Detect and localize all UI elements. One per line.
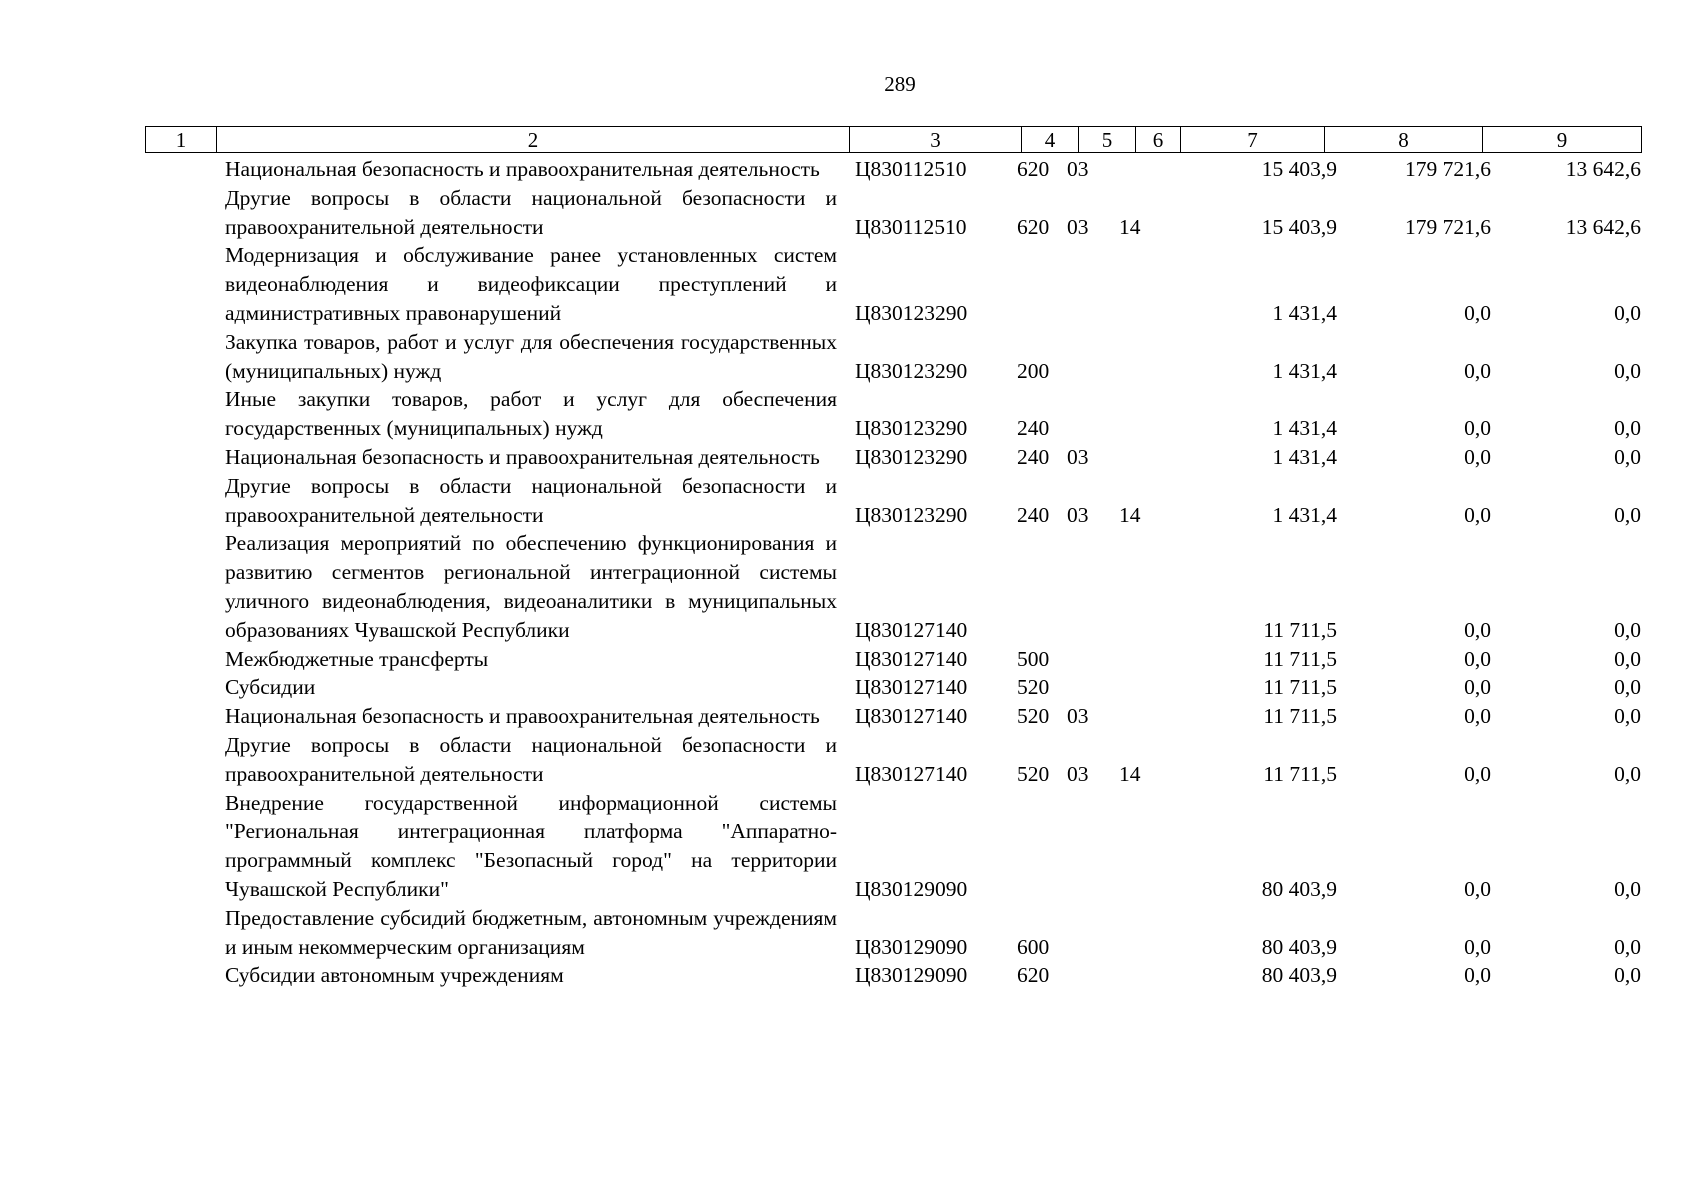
target-code: Ц830123290 — [855, 416, 968, 441]
table-row — [145, 155, 1641, 184]
target-code: Ц830127140 — [855, 704, 968, 729]
table-row — [145, 789, 1641, 904]
target-code: Ц830127140 — [855, 646, 968, 671]
item-name: Другие вопросы в области национальной безопасности и правоохранительной деятельности — [225, 185, 837, 239]
item-name: Национальная безопасность и правоохранительная деятельность — [225, 704, 820, 729]
header-cell-7: 7 — [1181, 127, 1325, 153]
section: 03 — [1067, 704, 1089, 729]
header-row — [146, 127, 1642, 153]
table-row — [145, 443, 1641, 472]
item-name: Модернизация и обслуживание ранее установленных систем видеонаблюдения и видеофиксации преступлений и административных правонарушений — [225, 243, 837, 325]
amount-col-8: 179 721,6 — [1405, 157, 1491, 181]
item-name: Иные закупки товаров, работ и услуг для обеспечения государственных (муниципальных) нужд — [225, 387, 837, 441]
amount-col-8: 0,0 — [1464, 704, 1491, 729]
expense-type: 500 — [1017, 646, 1050, 671]
expense-type: 600 — [1017, 934, 1050, 959]
table-row — [145, 702, 1641, 731]
expense-type: 520 — [1017, 761, 1050, 786]
item-name: Национальная безопасность и правоохранительная деятельность — [225, 157, 820, 181]
table-row — [145, 472, 1641, 530]
amount-col-7: 80 403,9 — [1261, 876, 1337, 901]
table-row — [145, 731, 1641, 789]
amount-col-8: 0,0 — [1464, 934, 1491, 959]
item-name: Внедрение государственной информационной системы "Региональная интеграционная платформа "Аппаратно-программный комплекс "Безопасный город" на территории Чувашской Республики" — [225, 790, 837, 901]
amount-col-8: 0,0 — [1464, 646, 1491, 671]
amount-col-7: 1 431,4 — [1272, 358, 1337, 383]
target-code: Ц830123290 — [855, 358, 968, 383]
expense-type: 620 — [1017, 157, 1050, 181]
target-code: Ц830129090 — [855, 876, 968, 901]
amount-col-8: 0,0 — [1464, 876, 1491, 901]
amount-col-9: 0,0 — [1614, 444, 1641, 469]
target-code: Ц830129090 — [855, 963, 968, 988]
item-name: Субсидии автономным учреждениям — [225, 963, 564, 988]
amount-col-8: 0,0 — [1464, 358, 1491, 383]
amount-col-7: 1 431,4 — [1272, 416, 1337, 441]
header-cell-2: 2 — [217, 127, 850, 153]
amount-col-8: 0,0 — [1464, 502, 1491, 527]
expense-type: 240 — [1017, 502, 1050, 527]
amount-col-7: 1 431,4 — [1272, 502, 1337, 527]
amount-col-7: 1 431,4 — [1272, 444, 1337, 469]
table-row — [145, 328, 1641, 386]
amount-col-7: 11 711,5 — [1263, 761, 1337, 786]
amount-col-9: 0,0 — [1614, 761, 1641, 786]
expense-type: 200 — [1017, 358, 1050, 383]
table-row — [145, 645, 1641, 674]
amount-col-7: 80 403,9 — [1261, 963, 1337, 988]
amount-col-7: 1 431,4 — [1272, 300, 1337, 325]
subsection: 14 — [1119, 761, 1141, 786]
amount-col-9: 0,0 — [1614, 675, 1641, 700]
column-header-table — [145, 126, 1642, 153]
amount-col-9: 0,0 — [1614, 646, 1641, 671]
expense-type: 240 — [1017, 416, 1050, 441]
header-cell-4: 4 — [1022, 127, 1079, 153]
target-code: Ц830123290 — [855, 444, 968, 469]
budget-rows — [145, 155, 1641, 990]
target-code: Ц830127140 — [855, 761, 968, 786]
amount-col-9: 0,0 — [1614, 416, 1641, 441]
amount-col-9: 0,0 — [1614, 704, 1641, 729]
table-row — [145, 961, 1641, 990]
header-cell-9: 9 — [1483, 127, 1642, 153]
amount-col-9: 0,0 — [1614, 300, 1641, 325]
table-row — [145, 673, 1641, 702]
amount-col-8: 0,0 — [1464, 416, 1491, 441]
amount-col-7: 11 711,5 — [1263, 675, 1337, 700]
target-code: Ц830112510 — [855, 214, 967, 239]
table-row — [145, 385, 1641, 443]
expense-type: 620 — [1017, 963, 1050, 988]
amount-col-7: 80 403,9 — [1261, 934, 1337, 959]
table-row — [145, 904, 1641, 962]
expense-type: 620 — [1017, 214, 1050, 239]
item-name: Реализация мероприятий по обеспечению функционирования и развитию сегментов региональной интеграционной системы уличного видеонаблюдения, видеоаналитики в муниципальных образованиях Чувашской Республики — [225, 531, 837, 642]
amount-col-9: 13 642,6 — [1565, 157, 1641, 181]
amount-col-9: 0,0 — [1614, 502, 1641, 527]
section: 03 — [1067, 214, 1089, 239]
header-cell-3: 3 — [850, 127, 1022, 153]
table-row — [145, 184, 1641, 242]
amount-col-7: 11 711,5 — [1263, 704, 1337, 729]
amount-col-8: 0,0 — [1464, 675, 1491, 700]
amount-col-9: 13 642,6 — [1565, 214, 1641, 239]
expense-type: 520 — [1017, 675, 1050, 700]
amount-col-9: 0,0 — [1614, 876, 1641, 901]
amount-col-8: 0,0 — [1464, 963, 1491, 988]
section: 03 — [1067, 761, 1089, 786]
table-row — [145, 529, 1641, 644]
expense-type: 240 — [1017, 444, 1050, 469]
amount-col-9: 0,0 — [1614, 934, 1641, 959]
header-cell-8: 8 — [1325, 127, 1483, 153]
subsection: 14 — [1119, 214, 1141, 239]
amount-col-7: 11 711,5 — [1263, 617, 1337, 642]
section: 03 — [1067, 444, 1089, 469]
amount-col-8: 0,0 — [1464, 444, 1491, 469]
subsection: 14 — [1119, 502, 1141, 527]
item-name: Закупка товаров, работ и услуг для обеспечения государственных (муниципальных) нужд — [225, 329, 837, 383]
table-row — [145, 241, 1641, 327]
target-code: Ц830123290 — [855, 502, 968, 527]
amount-col-8: 0,0 — [1464, 617, 1491, 642]
header-cell-5: 5 — [1079, 127, 1136, 153]
item-name: Предоставление субсидий бюджетным, автономным учреждениям и иным некоммерческим организациям — [225, 905, 837, 959]
amount-col-9: 0,0 — [1614, 617, 1641, 642]
amount-col-7: 15 403,9 — [1261, 214, 1337, 239]
target-code: Ц830112510 — [855, 157, 967, 181]
item-name: Межбюджетные трансферты — [225, 646, 489, 671]
amount-col-7: 11 711,5 — [1263, 646, 1337, 671]
amount-col-9: 0,0 — [1614, 963, 1641, 988]
item-name: Национальная безопасность и правоохранительная деятельность — [225, 444, 820, 469]
target-code: Ц830127140 — [855, 675, 968, 700]
header-cell-1: 1 — [146, 127, 217, 153]
target-code: Ц830123290 — [855, 300, 968, 325]
section: 03 — [1067, 157, 1089, 181]
amount-col-8: 179 721,6 — [1405, 214, 1491, 239]
target-code: Ц830127140 — [855, 617, 968, 642]
item-name: Другие вопросы в области национальной безопасности и правоохранительной деятельности — [225, 473, 837, 527]
amount-col-8: 0,0 — [1464, 300, 1491, 325]
expense-type: 520 — [1017, 704, 1050, 729]
item-name: Другие вопросы в области национальной безопасности и правоохранительной деятельности — [225, 732, 837, 786]
amount-col-7: 15 403,9 — [1261, 157, 1337, 181]
item-name: Субсидии — [225, 675, 316, 700]
amount-col-8: 0,0 — [1464, 761, 1491, 786]
page-number: 289 — [884, 72, 916, 96]
header-cell-6: 6 — [1136, 127, 1181, 153]
target-code: Ц830129090 — [855, 934, 968, 959]
amount-col-9: 0,0 — [1614, 358, 1641, 383]
section: 03 — [1067, 502, 1089, 527]
